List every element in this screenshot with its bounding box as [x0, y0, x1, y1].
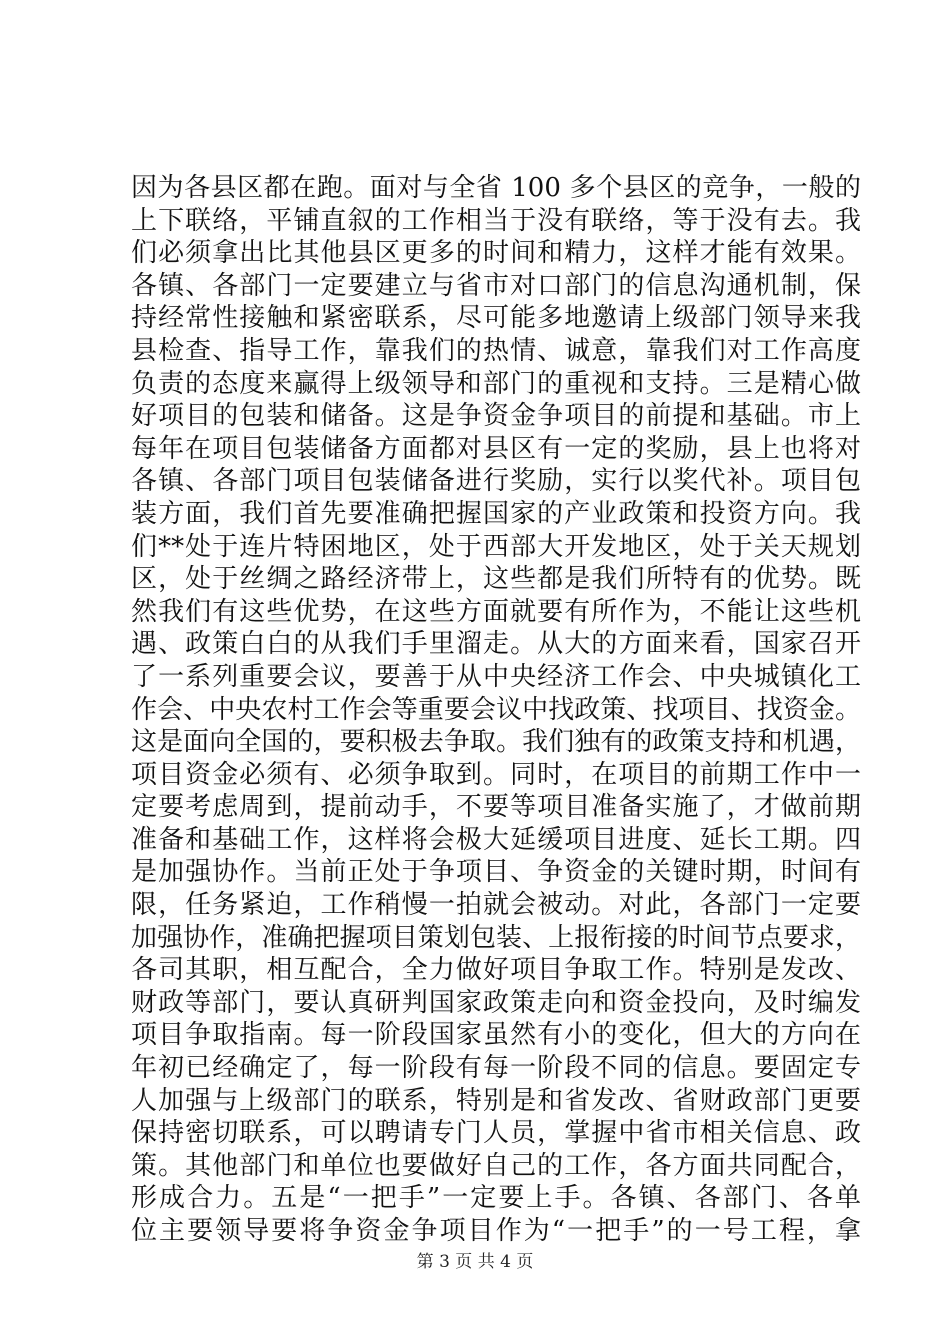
text-line: 然我们有这些优势，在这些方面就要有所作为，不能让这些机 — [131, 596, 861, 627]
text-line: 形成合力。五是“一把手”一定要上手。各镇、各部门、各单 — [131, 1183, 861, 1214]
text-line: 各镇、各部门一定要建立与省市对口部门的信息沟通机制，保 — [131, 270, 861, 301]
page-footer: 第 3 页 共 4 页 — [416, 1252, 534, 1272]
text-line: 装方面，我们首先要准确把握国家的产业政策和投资方向。我 — [131, 498, 861, 529]
text-line: 限，任务紧迫，工作稍慢一拍就会被动。对此，各部门一定要 — [131, 890, 861, 921]
text-line: 项目资金必须有、必须争取到。同时，在项目的前期工作中一 — [131, 759, 861, 790]
text-line: 每年在项目包装储备方面都对县区有一定的奖励，县上也将对 — [131, 433, 861, 464]
text-line: 位主要领导要将争资金争项目作为“一把手”的一号工程，拿 — [131, 1216, 861, 1246]
text-line: 策。其他部门和单位也要做好自己的工作，各方面共同配合， — [131, 1150, 861, 1181]
text-line: 准备和基础工作，这样将会极大延缓项目进度、延长工期。四 — [131, 824, 861, 855]
text-line: 这是面向全国的，要积极去争取。我们独有的政策支持和机遇， — [131, 727, 861, 758]
text-line: 财政等部门，要认真研判国家政策走向和资金投向，及时编发 — [131, 987, 861, 1018]
text-line: 保持密切联系，可以聘请专门人员，掌握中省市相关信息、政 — [131, 1118, 861, 1149]
text-line: 上下联络，平铺直叙的工作相当于没有联络，等于没有去。我 — [131, 205, 861, 236]
text-line: 各司其职，相互配合，全力做好项目争取工作。特别是发改、 — [131, 955, 861, 986]
text-line: 项目争取指南。每一阶段国家虽然有小的变化，但大的方向在 — [131, 1020, 861, 1051]
body-text — [131, 172, 861, 1248]
text-line: 人加强与上级部门的联系，特别是和省发改、省财政部门更要 — [131, 1085, 861, 1116]
text-line: 是加强协作。当前正处于争项目、争资金的关键时期，时间有 — [131, 857, 861, 888]
text-line: 加强协作，准确把握项目策划包装、上报衔接的时间节点要求， — [131, 922, 861, 953]
text-line: 持经常性接触和紧密联系，尽可能多地邀请上级部门领导来我 — [131, 303, 861, 334]
text-line: 好项目的包装和储备。这是争资金争项目的前提和基础。市上 — [131, 401, 861, 432]
text-line: 各镇、各部门项目包装储备进行奖励，实行以奖代补。项目包 — [131, 466, 861, 497]
text-line: 们**处于连片特困地区，处于西部大开发地区，处于关天规划 — [131, 531, 861, 562]
text-line: 区，处于丝绸之路经济带上，这些都是我们所特有的优势。既 — [131, 564, 861, 595]
text-line: 县检查、指导工作，靠我们的热情、诚意，靠我们对工作高度 — [131, 335, 861, 366]
text-line: 遇、政策白白的从我们手里溜走。从大的方面来看，国家召开 — [131, 629, 861, 660]
text-line: 因为各县区都在跑。面对与全省 100 多个县区的竞争，一般的 — [131, 173, 861, 203]
text-line: 定要考虑周到，提前动手，不要等项目准备实施了，才做前期 — [131, 792, 861, 823]
text-line: 们必须拿出比其他县区更多的时间和精力，这样才能有效果。 — [131, 238, 861, 269]
text-line: 年初已经确定了，每一阶段有每一阶段不同的信息。要固定专 — [131, 1053, 861, 1084]
text-line: 作会、中央农村工作会等重要会议中找政策、找项目、找资金。 — [131, 694, 861, 725]
text-line: 负责的态度来赢得上级领导和部门的重视和支持。三是精心做 — [131, 368, 861, 399]
text-line: 了一系列重要会议，要善于从中央经济工作会、中央城镇化工 — [131, 661, 861, 692]
